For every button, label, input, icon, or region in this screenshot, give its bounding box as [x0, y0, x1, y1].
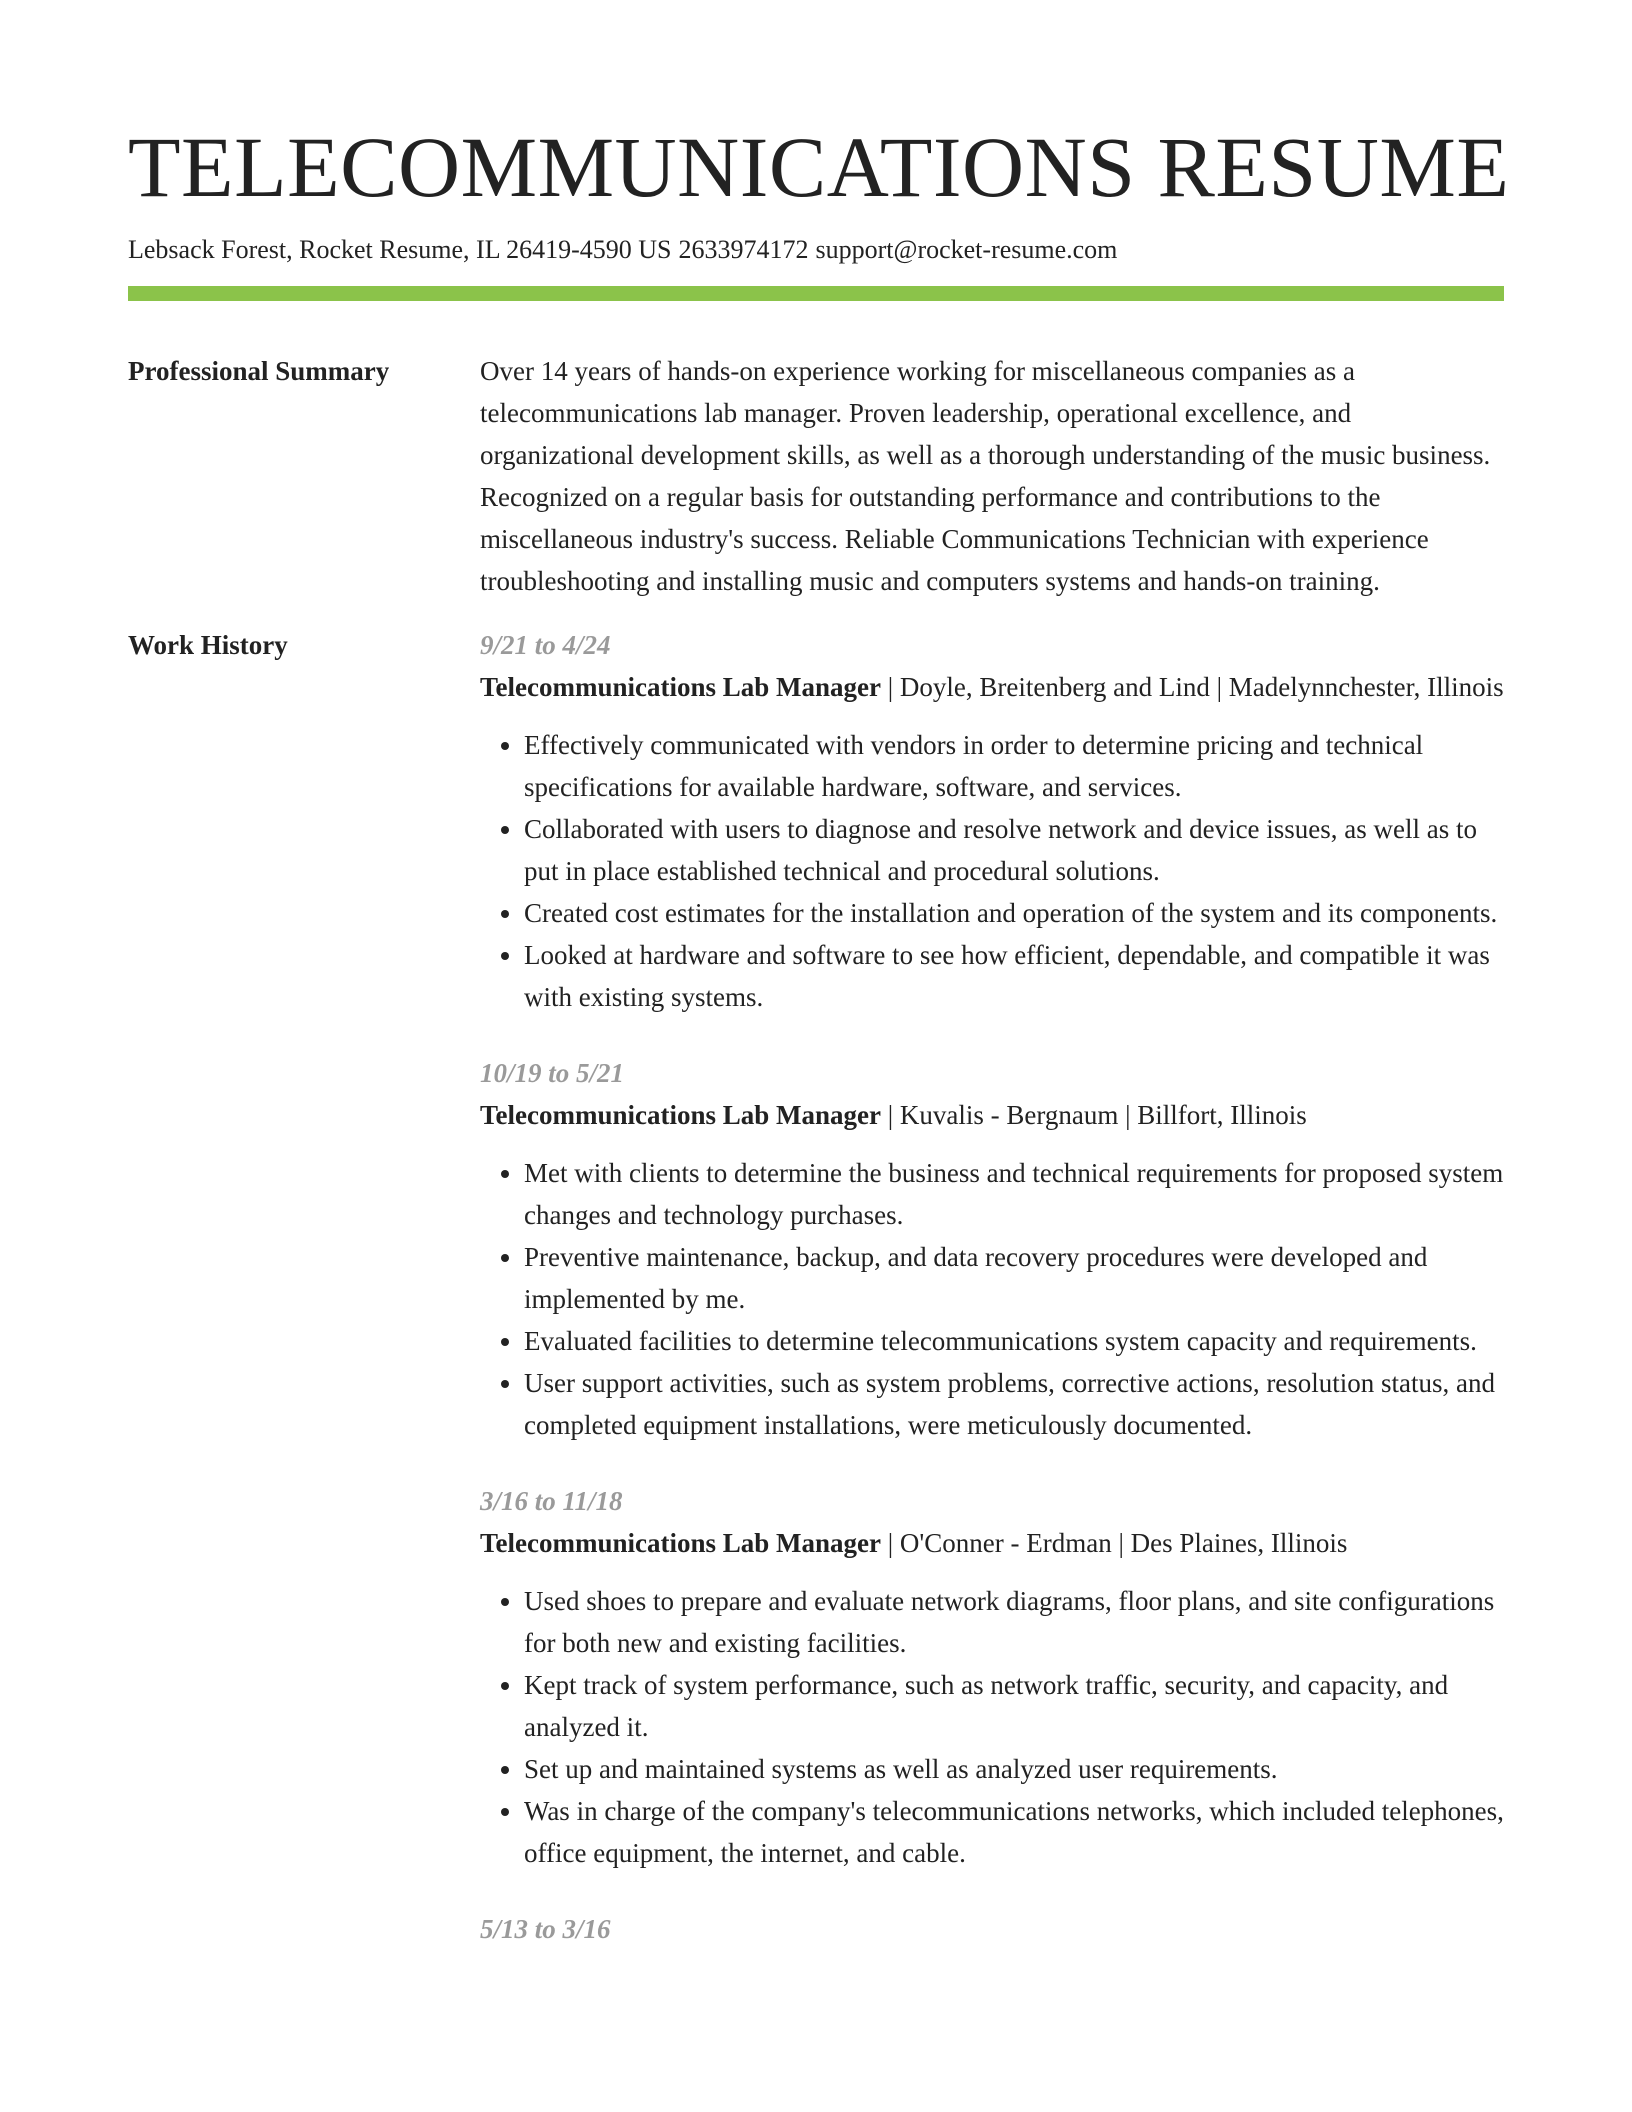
job-bullet-list	[480, 724, 1504, 1018]
job-title: Telecommunications Lab Manager	[480, 672, 881, 702]
job-bullet: • Effectively communicated with vendors in order to determine pricing and technical specifications for available hardware, software, and services.	[524, 724, 1504, 808]
summary-body	[480, 350, 1504, 602]
header-accent-bar	[128, 286, 1504, 301]
job-bullet: • User support activities, such as system problems, corrective actions, resolution status, and completed equipment installations, were meticulously documented.	[524, 1362, 1504, 1446]
professional-summary-section	[128, 350, 1504, 602]
job-heading	[480, 1094, 1504, 1136]
job-entry	[480, 624, 1504, 1018]
job-bullet: • Used shoes to prepare and evaluate network diagrams, floor plans, and site configurations for both new and existing facilities.	[524, 1580, 1504, 1664]
job-bullet: • Looked at hardware and software to see how efficient, dependable, and compatible it was with existing systems.	[524, 934, 1504, 1018]
resume-title: TELECOMMUNICATIONS RESUME	[128, 119, 1510, 215]
job-bullet: • Kept track of system performance, such as network traffic, security, and capacity, and analyzed it.	[524, 1664, 1504, 1748]
job-bullet: • Was in charge of the company's telecommunications networks, which included telephones, office equipment, the internet, and cable.	[524, 1790, 1504, 1874]
job-bullet-list	[480, 1580, 1504, 1874]
job-bullet: • Met with clients to determine the business and technical requirements for proposed system changes and technology purchases.	[524, 1152, 1504, 1236]
job-dates: 3/16 to 11/18	[480, 1486, 623, 1516]
job-employer-location: | Kuvalis - Bergnaum | Billfort, Illinois	[881, 1100, 1307, 1130]
job-dates: 9/21 to 4/24	[480, 630, 611, 660]
section-label-work-history: Work History	[128, 630, 288, 660]
contact-phone: 2633974172	[678, 235, 809, 264]
work-history-section	[128, 624, 1504, 1984]
job-heading	[480, 666, 1504, 708]
job-title: Telecommunications Lab Manager	[480, 1528, 881, 1558]
job-bullet: • Set up and maintained systems as well as analyzed user requirements.	[524, 1748, 1504, 1790]
job-bullet-list	[480, 1152, 1504, 1446]
contact-email: support@rocket-resume.com	[815, 235, 1118, 264]
job-bullet: • Preventive maintenance, backup, and data recovery procedures were developed and implemented by me.	[524, 1236, 1504, 1320]
contact-line	[128, 232, 1117, 268]
job-bullet: • Evaluated facilities to determine telecommunications system capacity and requirements.	[524, 1320, 1504, 1362]
contact-address: Lebsack Forest, Rocket Resume, IL 26419-4590 US	[128, 235, 672, 264]
section-label-summary: Professional Summary	[128, 356, 390, 386]
job-entry	[480, 1480, 1504, 1874]
job-bullet: • Collaborated with users to diagnose and resolve network and device issues, as well as to put in place established technical and procedural solutions.	[524, 808, 1504, 892]
job-heading	[480, 1522, 1504, 1564]
job-employer-location: | Doyle, Breitenberg and Lind | Madelynnchester, Illinois	[881, 672, 1504, 702]
job-dates: 5/13 to 3/16	[480, 1914, 611, 1944]
job-bullet: • Created cost estimates for the installation and operation of the system and its components.	[524, 892, 1504, 934]
job-entry	[480, 1052, 1504, 1446]
job-employer-location: | O'Conner - Erdman | Des Plaines, Illinois	[881, 1528, 1348, 1558]
work-history-body	[480, 624, 1504, 1984]
summary-text: Over 14 years of hands-on experience working for miscellaneous companies as a telecommunications lab manager. Proven leadership, operational excellence, and organizational development skills, as well as a thorough understanding of the music business. Recognized on a regular basis for outstanding performance and contributions to the miscellaneous industry's success. Reliable Communications Technician with experience troubleshooting and installing music and computers systems and hands-on training.	[480, 356, 1491, 596]
resume-sections	[128, 350, 1504, 2006]
job-entry	[480, 1908, 1504, 1950]
job-dates: 10/19 to 5/21	[480, 1058, 625, 1088]
job-title: Telecommunications Lab Manager	[480, 1100, 881, 1130]
